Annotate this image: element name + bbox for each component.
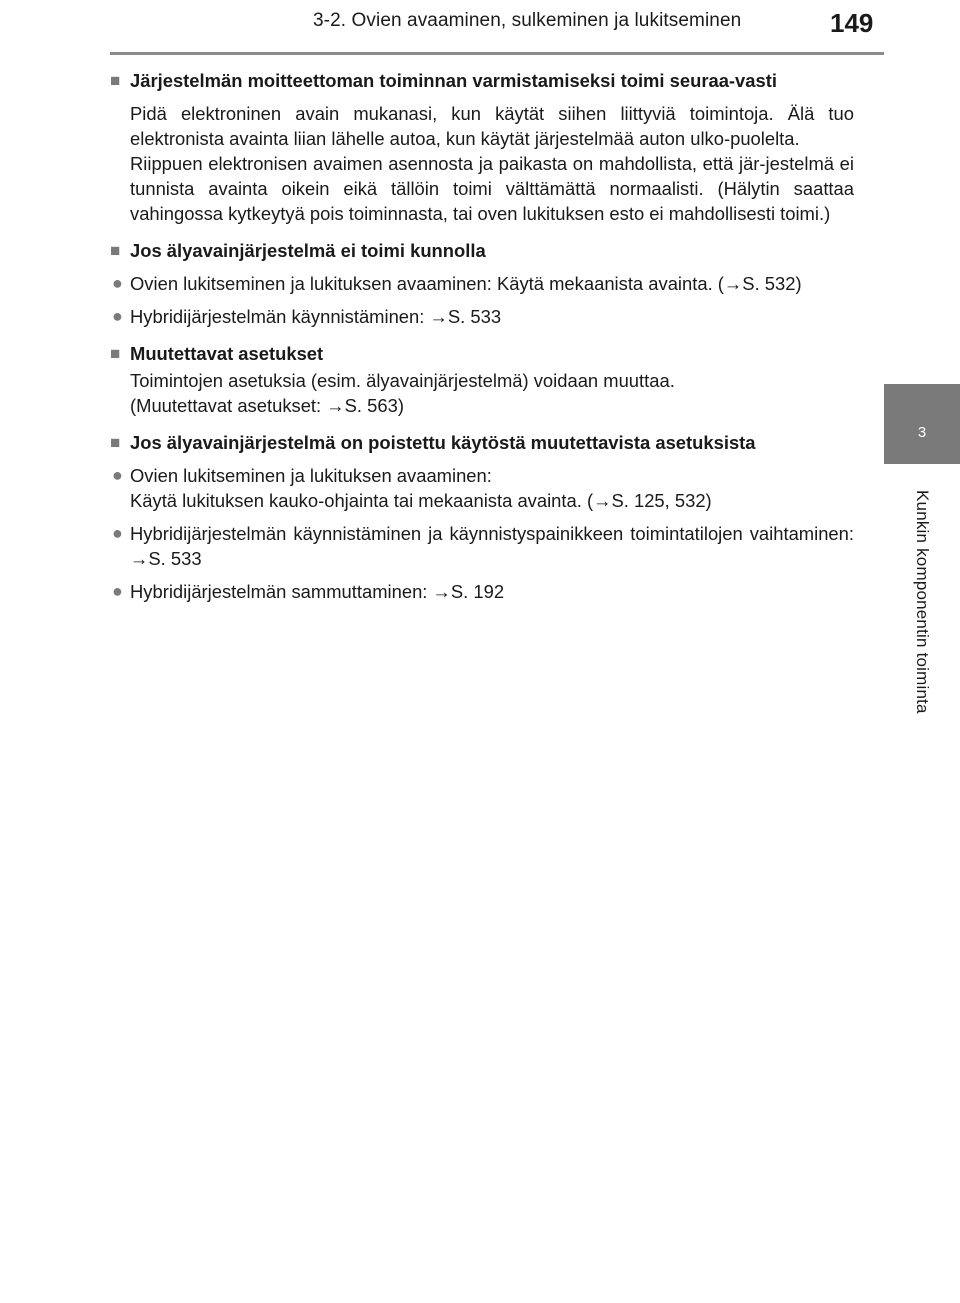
page-number: 149 — [830, 8, 874, 38]
square-bullet-icon: ■ — [110, 71, 121, 90]
section-customizable-settings — [110, 341, 854, 418]
section-heading: ■ Muutettavat asetukset — [110, 343, 324, 364]
section-disabled-smart-key — [110, 430, 854, 604]
circle-bullet-icon: ● — [112, 273, 123, 293]
section-heading: ■ Jos älyavainjärjestelmä on poistettu käytöstä muutettavista asetuksista — [110, 432, 756, 453]
circle-bullet-icon: ● — [112, 581, 123, 601]
header-divider — [110, 52, 884, 55]
chapter-tab-number: 3 — [917, 424, 927, 441]
chapter-side-label: Kunkin komponentin toiminta — [913, 490, 932, 714]
list-item: ● Ovien lukitseminen ja lukituksen avaaminen: Käytä lukituksen kauko-ohjainta tai mekaanista avainta. (→S. 125, 532) — [112, 465, 712, 511]
circle-bullet-icon: ● — [112, 523, 123, 543]
page-content — [110, 68, 854, 604]
section-heading: ■ Järjestelmän moitteettoman toiminnan varmistamiseksi toimi seuraa-vasti — [110, 70, 777, 91]
page-header — [0, 0, 960, 60]
section-malfunction — [110, 238, 854, 329]
section-heading: ■ Jos älyavainjärjestelmä ei toimi kunnolla — [110, 240, 486, 261]
list-item: ● Hybridijärjestelmän käynnistäminen ja käynnistyspainikkeen toimintatilojen vaihtaminen: →S. 533 — [112, 523, 854, 569]
square-bullet-icon: ■ — [110, 433, 121, 452]
section-system-operation — [110, 68, 854, 226]
section-paragraph: Toimintojen asetuksia (esim. älyavainjärjestelmä) voidaan muuttaa. (Muutettavat asetukset: →S. 563) — [130, 370, 675, 416]
list-item: ● Ovien lukitseminen ja lukituksen avaaminen: Käytä mekaanista avainta. (→S. 532) — [112, 273, 802, 294]
section-paragraph: Pidä elektroninen avain mukanasi, kun käytät siihen liittyviä toimintoja. Älä tuo elektronista avainta liian lähelle autoa, kun käytät järjestelmää auton ulko-puolelta. Riippuen elektronisen avaimen asennosta ja paikasta on mahdollista, että jär-jestelmä ei tunnista avainta oikein eikä tällöin toimi välttämättä normaalisti. (Hälytin saattaa vahingossa kytkeytyä pois toiminnasta, tai oven lukituksen esto ei mahdollisesti toimi.) — [130, 103, 854, 224]
circle-bullet-icon: ● — [112, 465, 123, 485]
list-item: ● Hybridijärjestelmän käynnistäminen: →S. 533 — [112, 306, 502, 327]
square-bullet-icon: ■ — [110, 241, 121, 260]
square-bullet-icon: ■ — [110, 344, 121, 363]
list-item: ● Hybridijärjestelmän sammuttaminen: →S. 192 — [112, 581, 505, 602]
chapter-tab — [884, 384, 960, 464]
chapter-title: 3-2. Ovien avaaminen, sulkeminen ja lukitseminen — [313, 10, 742, 31]
circle-bullet-icon: ● — [112, 306, 123, 326]
